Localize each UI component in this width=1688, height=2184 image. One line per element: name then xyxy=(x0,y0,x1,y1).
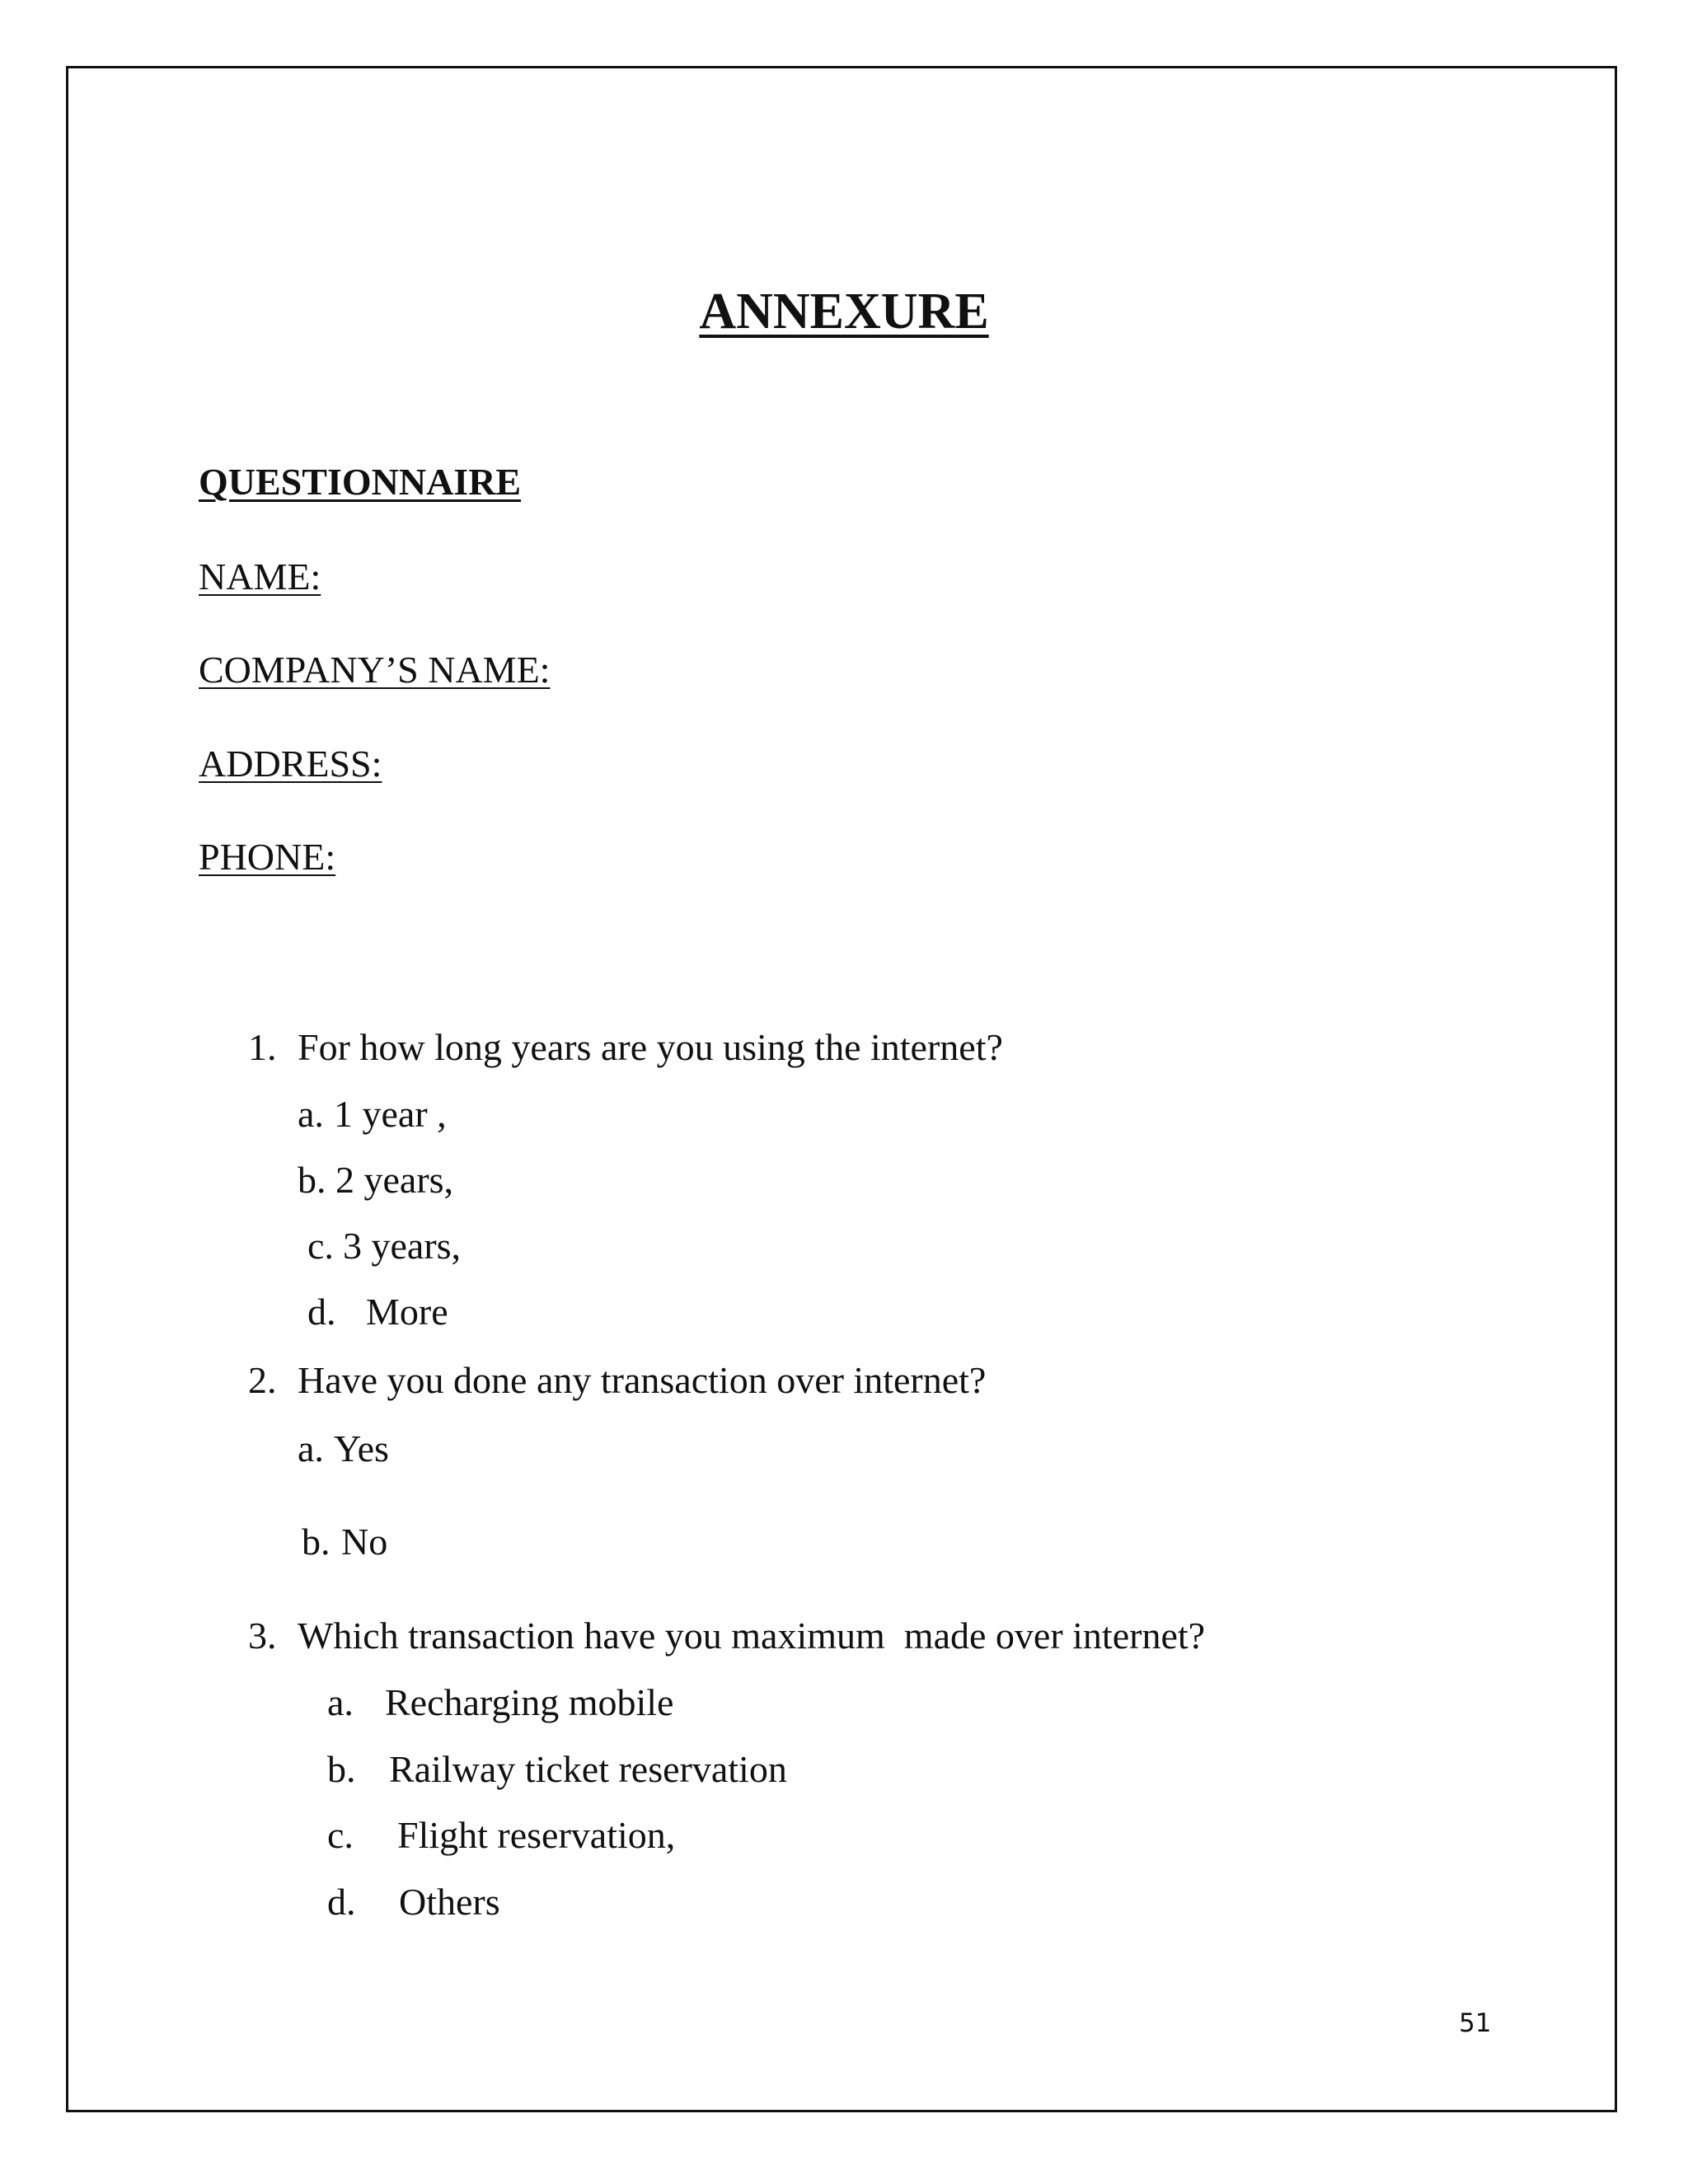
page-number: 51 xyxy=(1459,2008,1492,2038)
question-2-number: 2. xyxy=(248,1359,277,1401)
question-1-option-d-text: More xyxy=(366,1291,448,1333)
question-3-number: 3. xyxy=(248,1615,277,1657)
question-1-option-c-letter: c. xyxy=(307,1225,334,1267)
question-3-option-d-text: Others xyxy=(399,1881,500,1923)
question-2-text: Have you done any transaction over internet? xyxy=(298,1359,987,1401)
phone-field-label: PHONE: xyxy=(199,836,336,878)
question-1-option-a-letter: a. xyxy=(298,1093,324,1135)
question-1-option-b-letter: b. xyxy=(298,1159,326,1201)
question-3-option-b-letter: b. xyxy=(327,1748,356,1790)
question-2-option-b-text: No xyxy=(341,1521,388,1563)
question-1-option-c-text: 3 years, xyxy=(343,1225,462,1267)
question-1-option-b-text: 2 years, xyxy=(335,1159,454,1201)
question-1-number: 1. xyxy=(248,1026,277,1068)
questionnaire-heading: QUESTIONNAIRE xyxy=(199,461,522,503)
question-3-option-a-text: Recharging mobile xyxy=(385,1681,674,1723)
company-name-field-label: COMPANY’S NAME: xyxy=(199,649,551,691)
question-1-text: For how long years are you using the internet? xyxy=(298,1026,1003,1068)
question-3-option-c-letter: c. xyxy=(327,1814,354,1856)
question-3-option-c-text: Flight reservation, xyxy=(397,1814,676,1856)
question-2-option-a-text: Yes xyxy=(334,1427,389,1469)
document-title: ANNEXURE xyxy=(699,284,989,340)
question-2-option-b-letter: b. xyxy=(302,1521,331,1563)
question-1-option-d-letter: d. xyxy=(307,1291,336,1333)
question-1-option-a-text: 1 year , xyxy=(334,1093,447,1135)
address-field-label: ADDRESS: xyxy=(199,743,382,785)
question-3-option-d-letter: d. xyxy=(327,1881,356,1923)
name-field-label: NAME: xyxy=(199,555,321,598)
page-border xyxy=(66,66,1617,2112)
question-3-option-b-text: Railway ticket reservation xyxy=(389,1748,787,1790)
question-3-text: Which transaction have you maximum made over internet? xyxy=(298,1615,1206,1657)
question-2-option-a-letter: a. xyxy=(298,1427,324,1469)
question-3-option-a-letter: a. xyxy=(327,1681,354,1723)
